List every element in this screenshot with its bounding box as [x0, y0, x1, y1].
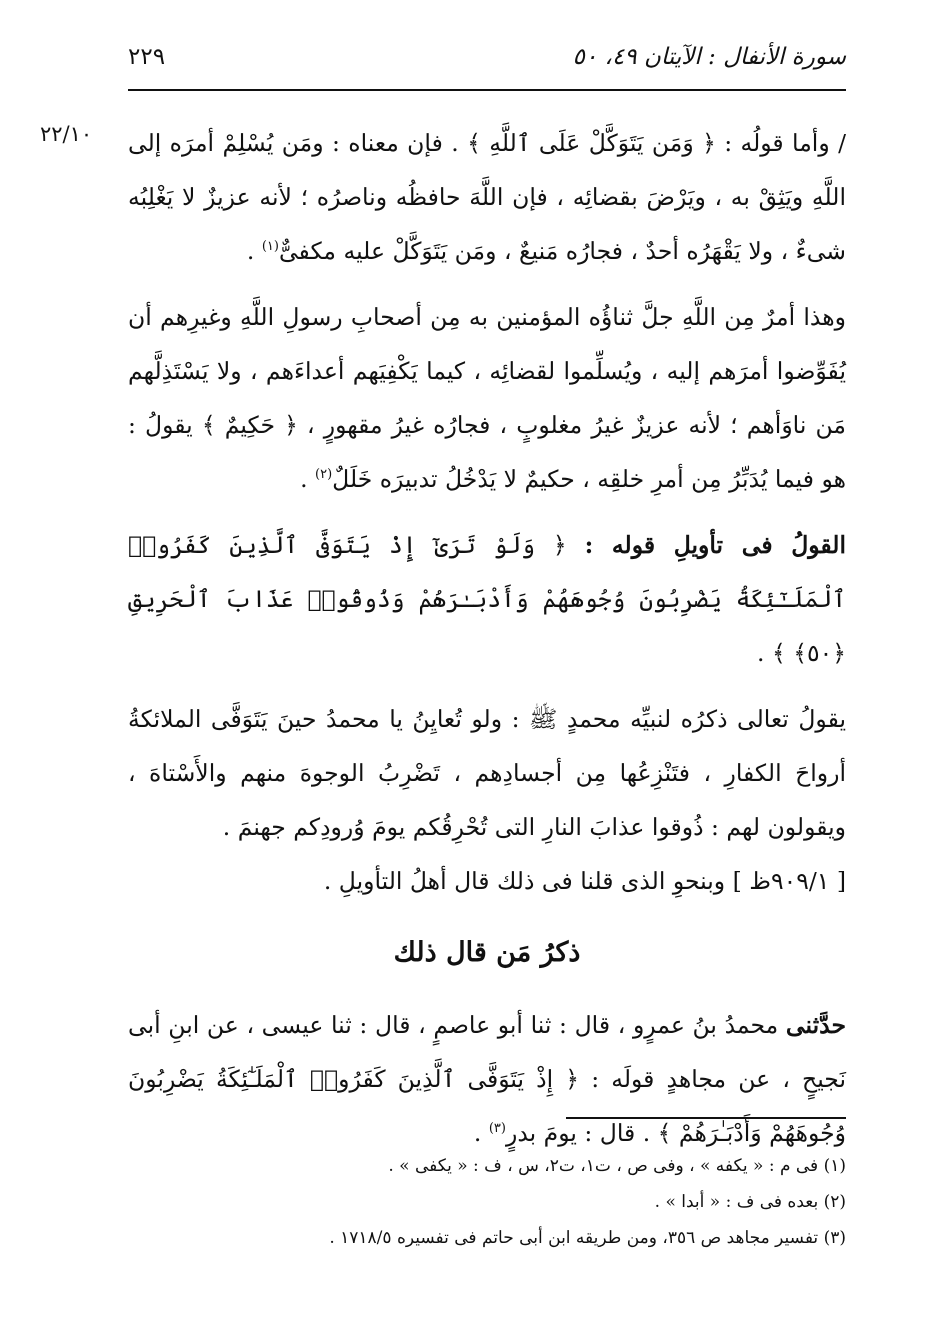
header-divider	[128, 89, 846, 91]
paragraph-1-end: .	[246, 237, 262, 265]
footnote-divider	[566, 1117, 846, 1119]
footnote-marker-3: (٣)	[488, 1121, 506, 1137]
margin-reference: ٢٢/١٠	[40, 122, 93, 146]
paragraph-1-text: / وأما قولُه : ﴿ وَمَن يَتَوَكَّلْ عَلَى ٱللَّهِ ﴾ . فإن معناه : ومَن يُسْلِمْ أمرَه إلى اللَّهِ ويَثِقْ به ، ويَرْضَ بقضائِه ، فإن اللَّهَ حافظُه وناصرُه ؛ لأنه عزيزٌ لا يَغْلِبُه شىءٌ ، ولا يَقْهَرُه أحدٌ ، فجارُه مَنيعٌ ، ومَن يَتَوَكَّلْ عليه مكفىٌّ	[128, 129, 846, 265]
footnote-marker-2: (٢)	[315, 467, 333, 483]
paragraph-2-text: وهذا أمرٌ مِن اللَّهِ جلَّ ثناؤُه المؤمنين به مِن أصحابِ رسولِ اللَّهِ وغيرِهم أن يُفَوِّضوا أمرَهم إليه ، ويُسلِّموا لقضائِه ، كيما يَكْفِيَهم أعداءَهم ، ولا يَسْتَذِلَّهم مَن ناوَأهم ؛ لأنه عزيزٌ غيرُ مغلوبٍ ، فجارُه غيرُ مقهورٍ ، ﴿ حَكِيمٌ ﴾ يقولُ : هو فيما يُدَبِّرُ مِن أمرِ خلقِه ، حكيمٌ لا يَدْخُلُ تدبيرَه خَلَلٌ	[128, 303, 846, 493]
running-title: سورة الأنفال : الآيتان ٤٩، ٥٠	[572, 44, 846, 70]
main-text	[128, 116, 846, 1172]
section-lead: القولُ فى تأويلِ قوله :	[584, 531, 846, 559]
footnote-1: (١) فى م : « يكفه » ، وفى ص ، ت١، ت٢، س ، ف : « يكفى » .	[388, 1156, 846, 1176]
paragraph-4-text: يقولُ تعالى ذكرُه لنبيِّه محمدٍ ﷺ : ولو تُعايِنُ يا محمدُ حينَ يَتَوَفَّى الملائكةُ أرواحَ الكفارِ ، فتَنْزِعُها مِن أجسادِهم ، تَضْرِبُ الوجوهَ منهم والأَسْتاهَ ، ويقولون لهم : ذُوقوا عذابَ النارِ التى تُحْرِقُكم يومَ وُرودِكم جهنمَ .	[128, 705, 846, 841]
paragraph-4	[128, 692, 846, 854]
footnote-3: (٣) تفسير مجاهد ص ٣٥٦، ومن طريقه ابن أبى حاتم فى تفسيره ١٧١٨/٥ .	[329, 1228, 846, 1248]
footnotes	[128, 1148, 846, 1256]
page-number: ٢٢٩	[128, 44, 166, 70]
paragraph-1	[128, 116, 846, 278]
paragraph-6	[128, 998, 846, 1160]
paragraph-6-text: محمدُ بنُ عمرٍو ، قال : ثنا أبو عاصمٍ ، قال : ثنا عيسى ، عن ابنِ أبى نَجيحٍ ، عن مجاهدٍ قولَه : ﴿ إِذْ يَتَوَفَّى ٱلَّذِينَ كَفَرُوا۟ ٱلْمَلَـٰٓئِكَةُ يَضْرِبُونَ وُجُوهَهُمْ وَأَدْبَـٰرَهُمْ ﴾ . قال : يومَ بدرٍ	[128, 1011, 846, 1147]
footnote-2: (٢) بعده فى ف : « أبدا » .	[654, 1192, 846, 1212]
paragraph-5-text: [ ٩٠٩/١ظ ] وبنحوِ الذى قلنا فى ذلك قال أهلُ التأويلِ .	[323, 867, 846, 895]
paragraph-3-verse: ﴿ وَلَوْ تَرَىٰٓ إِذْ يَتَوَفَّى ٱلَّذِينَ كَفَرُوا۟ ٱلْمَلَـٰٓئِكَةُ يَضْرِبُونَ وُجُوهَهُمْ وَأَدْبَـٰرَهُمْ وَذُوقُوا۟ عَذَابَ ٱلْحَرِيقِ ﴿٥٠﴾ ﴾ .	[128, 531, 846, 667]
paragraph-2-end: .	[300, 465, 316, 493]
paragraph-5	[128, 854, 846, 908]
paragraph-6-end: .	[473, 1119, 489, 1147]
paragraph-2	[128, 290, 846, 506]
hadith-lead: حدَّثنى	[785, 1011, 846, 1039]
footnote-marker-1: (١)	[261, 239, 279, 255]
section-heading: ذكرُ مَن قال ذلك	[393, 937, 581, 968]
paragraph-3	[128, 518, 846, 680]
running-header	[128, 36, 846, 82]
